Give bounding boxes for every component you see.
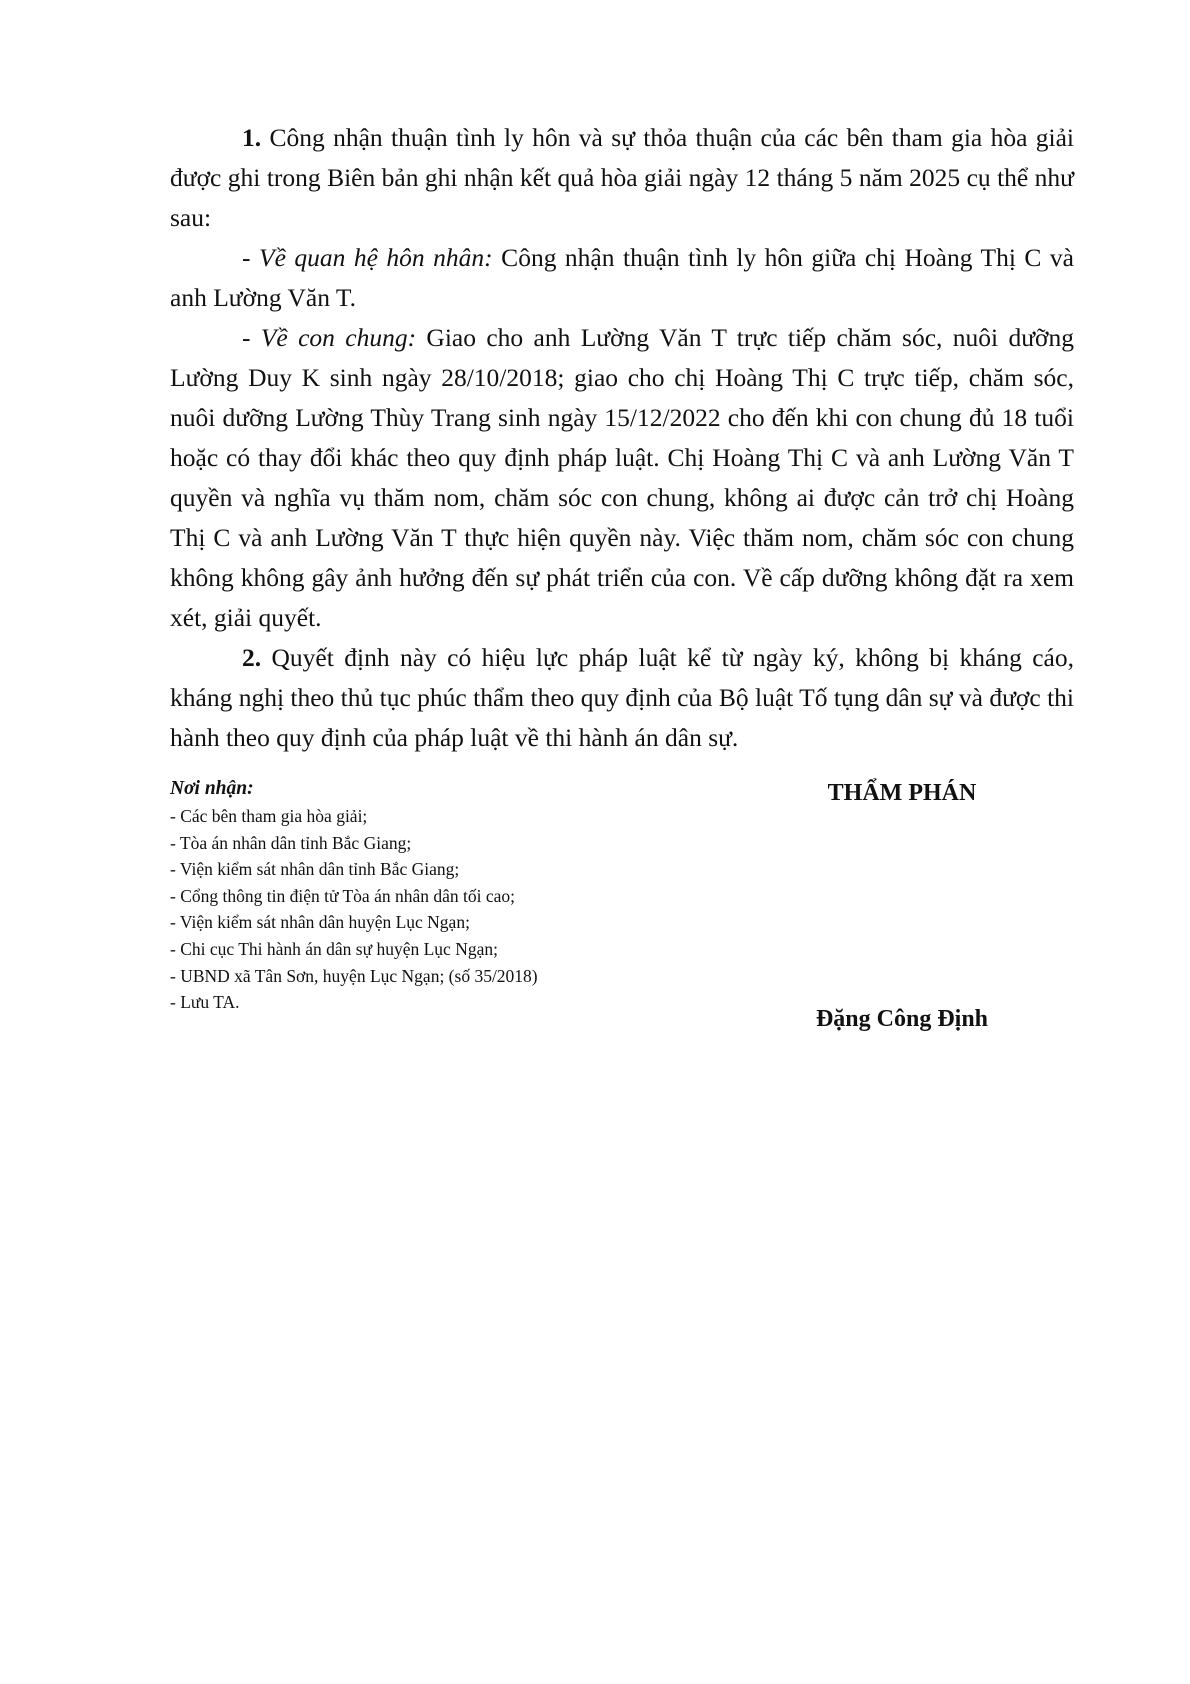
signature-block bbox=[730, 776, 1074, 1032]
marriage-clause bbox=[170, 238, 1074, 318]
marriage-clause-text: Công nhận thuận tình ly hôn giữa chị Hoàng Thị C và anh Lường Văn T. bbox=[170, 243, 1075, 312]
recipients-block bbox=[170, 776, 690, 1016]
clause-2-number: 2. bbox=[242, 643, 262, 672]
signer-title: THẨM PHÁN bbox=[827, 780, 977, 806]
recipient-item: - Chi cục Thi hành án dân sự huyện Lục Ngạn; bbox=[170, 938, 498, 959]
children-clause-lead: - Về con chung: bbox=[242, 323, 417, 352]
recipient-item: - UBND xã Tân Sơn, huyện Lục Ngạn; (số 35/2018) bbox=[170, 965, 538, 986]
clause-2 bbox=[170, 638, 1074, 758]
clause-2-text: Quyết định này có hiệu lực pháp luật kể từ ngày ký, không bị kháng cáo, kháng nghị theo thủ tục phúc thẩm theo quy định của Bộ luật Tố tụng dân sự và được thi hành theo quy định của pháp luật về thi hành án dân sự. bbox=[170, 643, 1074, 752]
children-clause bbox=[170, 318, 1074, 638]
recipient-item: - Viện kiểm sát nhân dân tỉnh Bắc Giang; bbox=[170, 859, 460, 880]
decision-body bbox=[170, 118, 1074, 758]
recipients-heading: Nơi nhận: bbox=[170, 778, 254, 799]
document-footer bbox=[170, 776, 1074, 1036]
signer-name: Đặng Công Định bbox=[815, 1006, 989, 1032]
marriage-clause-lead: - Về quan hệ hôn nhân: bbox=[242, 243, 493, 272]
clause-1-text: Công nhận thuận tình ly hôn và sự thỏa thuận của các bên tham gia hòa giải được ghi trong Biên bản ghi nhận kết quả hòa giải ngày 12 tháng 5 năm 2025 cụ thể như sau: bbox=[170, 123, 1074, 232]
children-clause-text: Giao cho anh Lường Văn T trực tiếp chăm sóc, nuôi dưỡng Lường Duy K sinh ngày 28/10/2018; giao cho chị Hoàng Thị C trực tiếp, chăm sóc, nuôi dưỡng Lường Thùy Trang sinh ngày 15/12/2022 cho đến khi con chung đủ 18 tuổi hoặc có thay đổi khác theo quy định pháp luật. Chị Hoàng Thị C và anh Lường Văn T quyền và nghĩa vụ thăm nom, chăm sóc con chung, không ai được cản trở chị Hoàng Thị C và anh Lường Văn T thực hiện quyền này. Việc thăm nom, chăm sóc con chung không không gây ảnh hưởng đến sự phát triển của con. Về cấp dưỡng không đặt ra xem xét, giải quyết. bbox=[170, 323, 1074, 632]
recipient-item: - Viện kiểm sát nhân dân huyện Lục Ngạn; bbox=[170, 912, 470, 933]
recipients-list bbox=[170, 803, 690, 1016]
recipient-item: - Các bên tham gia hòa giải; bbox=[170, 806, 368, 826]
clause-1-number: 1. bbox=[242, 123, 262, 152]
recipient-item: - Lưu TA. bbox=[170, 992, 240, 1013]
clause-1 bbox=[170, 118, 1074, 238]
recipient-item: - Cổng thông tin điện tử Tòa án nhân dân tối cao; bbox=[170, 885, 516, 906]
recipient-item: - Tòa án nhân dân tỉnh Bắc Giang; bbox=[170, 832, 412, 853]
